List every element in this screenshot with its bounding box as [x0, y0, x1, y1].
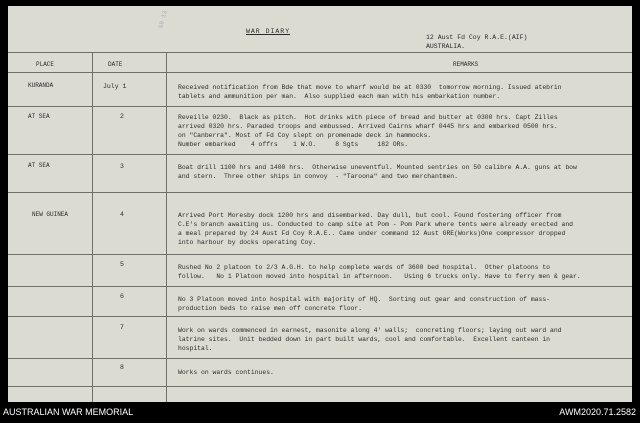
place-column-header: PLACE	[36, 61, 55, 68]
row-rule	[8, 286, 632, 287]
entry-remarks: Reveille 0230. Black as pitch. Hot drinks with piece of bread and butter at 0300 hrs. Capt Zilles arrived 0320 hrs. Paraded troops and embussed. Arrived Cairns wharf 0445 hrs and embarked 0500 hrs. on "Canberra". Most of Fd Coy slept on promenade deck in hammocks. Number embarked 4 offrs 1 W.O. 8 Sgts 182 ORs.	[178, 114, 558, 148]
row-rule	[8, 316, 632, 317]
unit-line-2: AUSTRALIA.	[426, 43, 466, 50]
entry-remarks: Rushed No 2 platoon to 2/3 A.G.H. to help complete wards of 3600 bed hospital. Other platoons to follow. No 1 Platoon moved into hospital in afternoon. Using 6 trucks only. Have to ferry men & gear.	[178, 264, 581, 280]
table-top-rule	[8, 52, 632, 53]
row-rule	[8, 358, 632, 359]
entry-place: AT SEA	[28, 113, 50, 120]
entry-date: 8	[120, 364, 124, 371]
entry-remarks: Received notification from Bde that move to wharf would be at 0330 tomorrow morning. Issued atebrin tablets and ammunition per man. Also supplied each man with his embarkation number.	[178, 84, 562, 100]
remarks-column-header: REMARKS	[453, 61, 479, 68]
row-rule	[8, 106, 632, 107]
row-rule	[8, 254, 632, 255]
row-rule	[8, 192, 632, 193]
entry-date: 4	[120, 211, 124, 218]
footer-institution: AUSTRALIAN WAR MEMORIAL	[3, 407, 134, 417]
entry-remarks: Arrived Port Moresby dock 1200 hrs and disembarked. Day dull, but cool. Found fostering officer from C.E's branch awaiting us. Conducted to camp site at Pom - Pom Park where tents were already erected and a meal prepared by 24 Aust Fd Coy R.A.E.. Came under command 12 Aust GRE(Works)One compressor dropped into harbour by docks operating Coy.	[178, 212, 574, 246]
unit-line-1: 12 Aust Fd Coy R.A.E.(AIF)	[426, 34, 528, 41]
footer-accession-number: AWM2020.71.2582	[559, 407, 636, 417]
entry-date: 5	[120, 261, 124, 268]
date-column-divider	[166, 52, 167, 402]
entry-date: 2	[120, 113, 124, 120]
place-column-divider	[92, 52, 93, 402]
entry-remarks: Work on wards commenced in earnest, masonite along 4' walls; concreting floors; laying out ward and latrine sites. Unit bedded down in part built wards, cool and comfortable. Excellent canteen in hospital.	[178, 327, 562, 352]
diary-title: WAR DIARY	[246, 28, 291, 35]
entry-remarks: No 3 Platoon moved into hospital with majority of HQ. Sorting out gear and construction of mass- production beds to raise men off concrete floor.	[178, 296, 550, 312]
entry-date: July 1	[103, 83, 127, 90]
archive-stamp: 59 13	[157, 9, 169, 30]
entry-remarks: Boat drill 1100 hrs and 1400 hrs. Otherwise uneventful. Mounted sentries on 50 calibre A.A. guns at bow and stern. Three other ships in convoy - "Taroona" and two merchantmen.	[178, 164, 577, 180]
entry-place: KURANDA	[28, 82, 54, 89]
entry-date: 7	[120, 324, 124, 331]
unit-name	[426, 33, 527, 51]
row-rule	[8, 154, 632, 155]
entry-place: AT SEA	[28, 162, 50, 169]
diary-page	[8, 6, 632, 402]
entry-place: NEW GUINEA	[32, 211, 69, 218]
entry-remarks: Works on wards continues.	[178, 369, 274, 376]
date-column-header: DATE	[108, 61, 123, 68]
entry-date: 6	[120, 293, 124, 300]
header-rule	[8, 72, 632, 73]
entry-date: 3	[120, 163, 124, 170]
row-rule	[8, 386, 632, 387]
